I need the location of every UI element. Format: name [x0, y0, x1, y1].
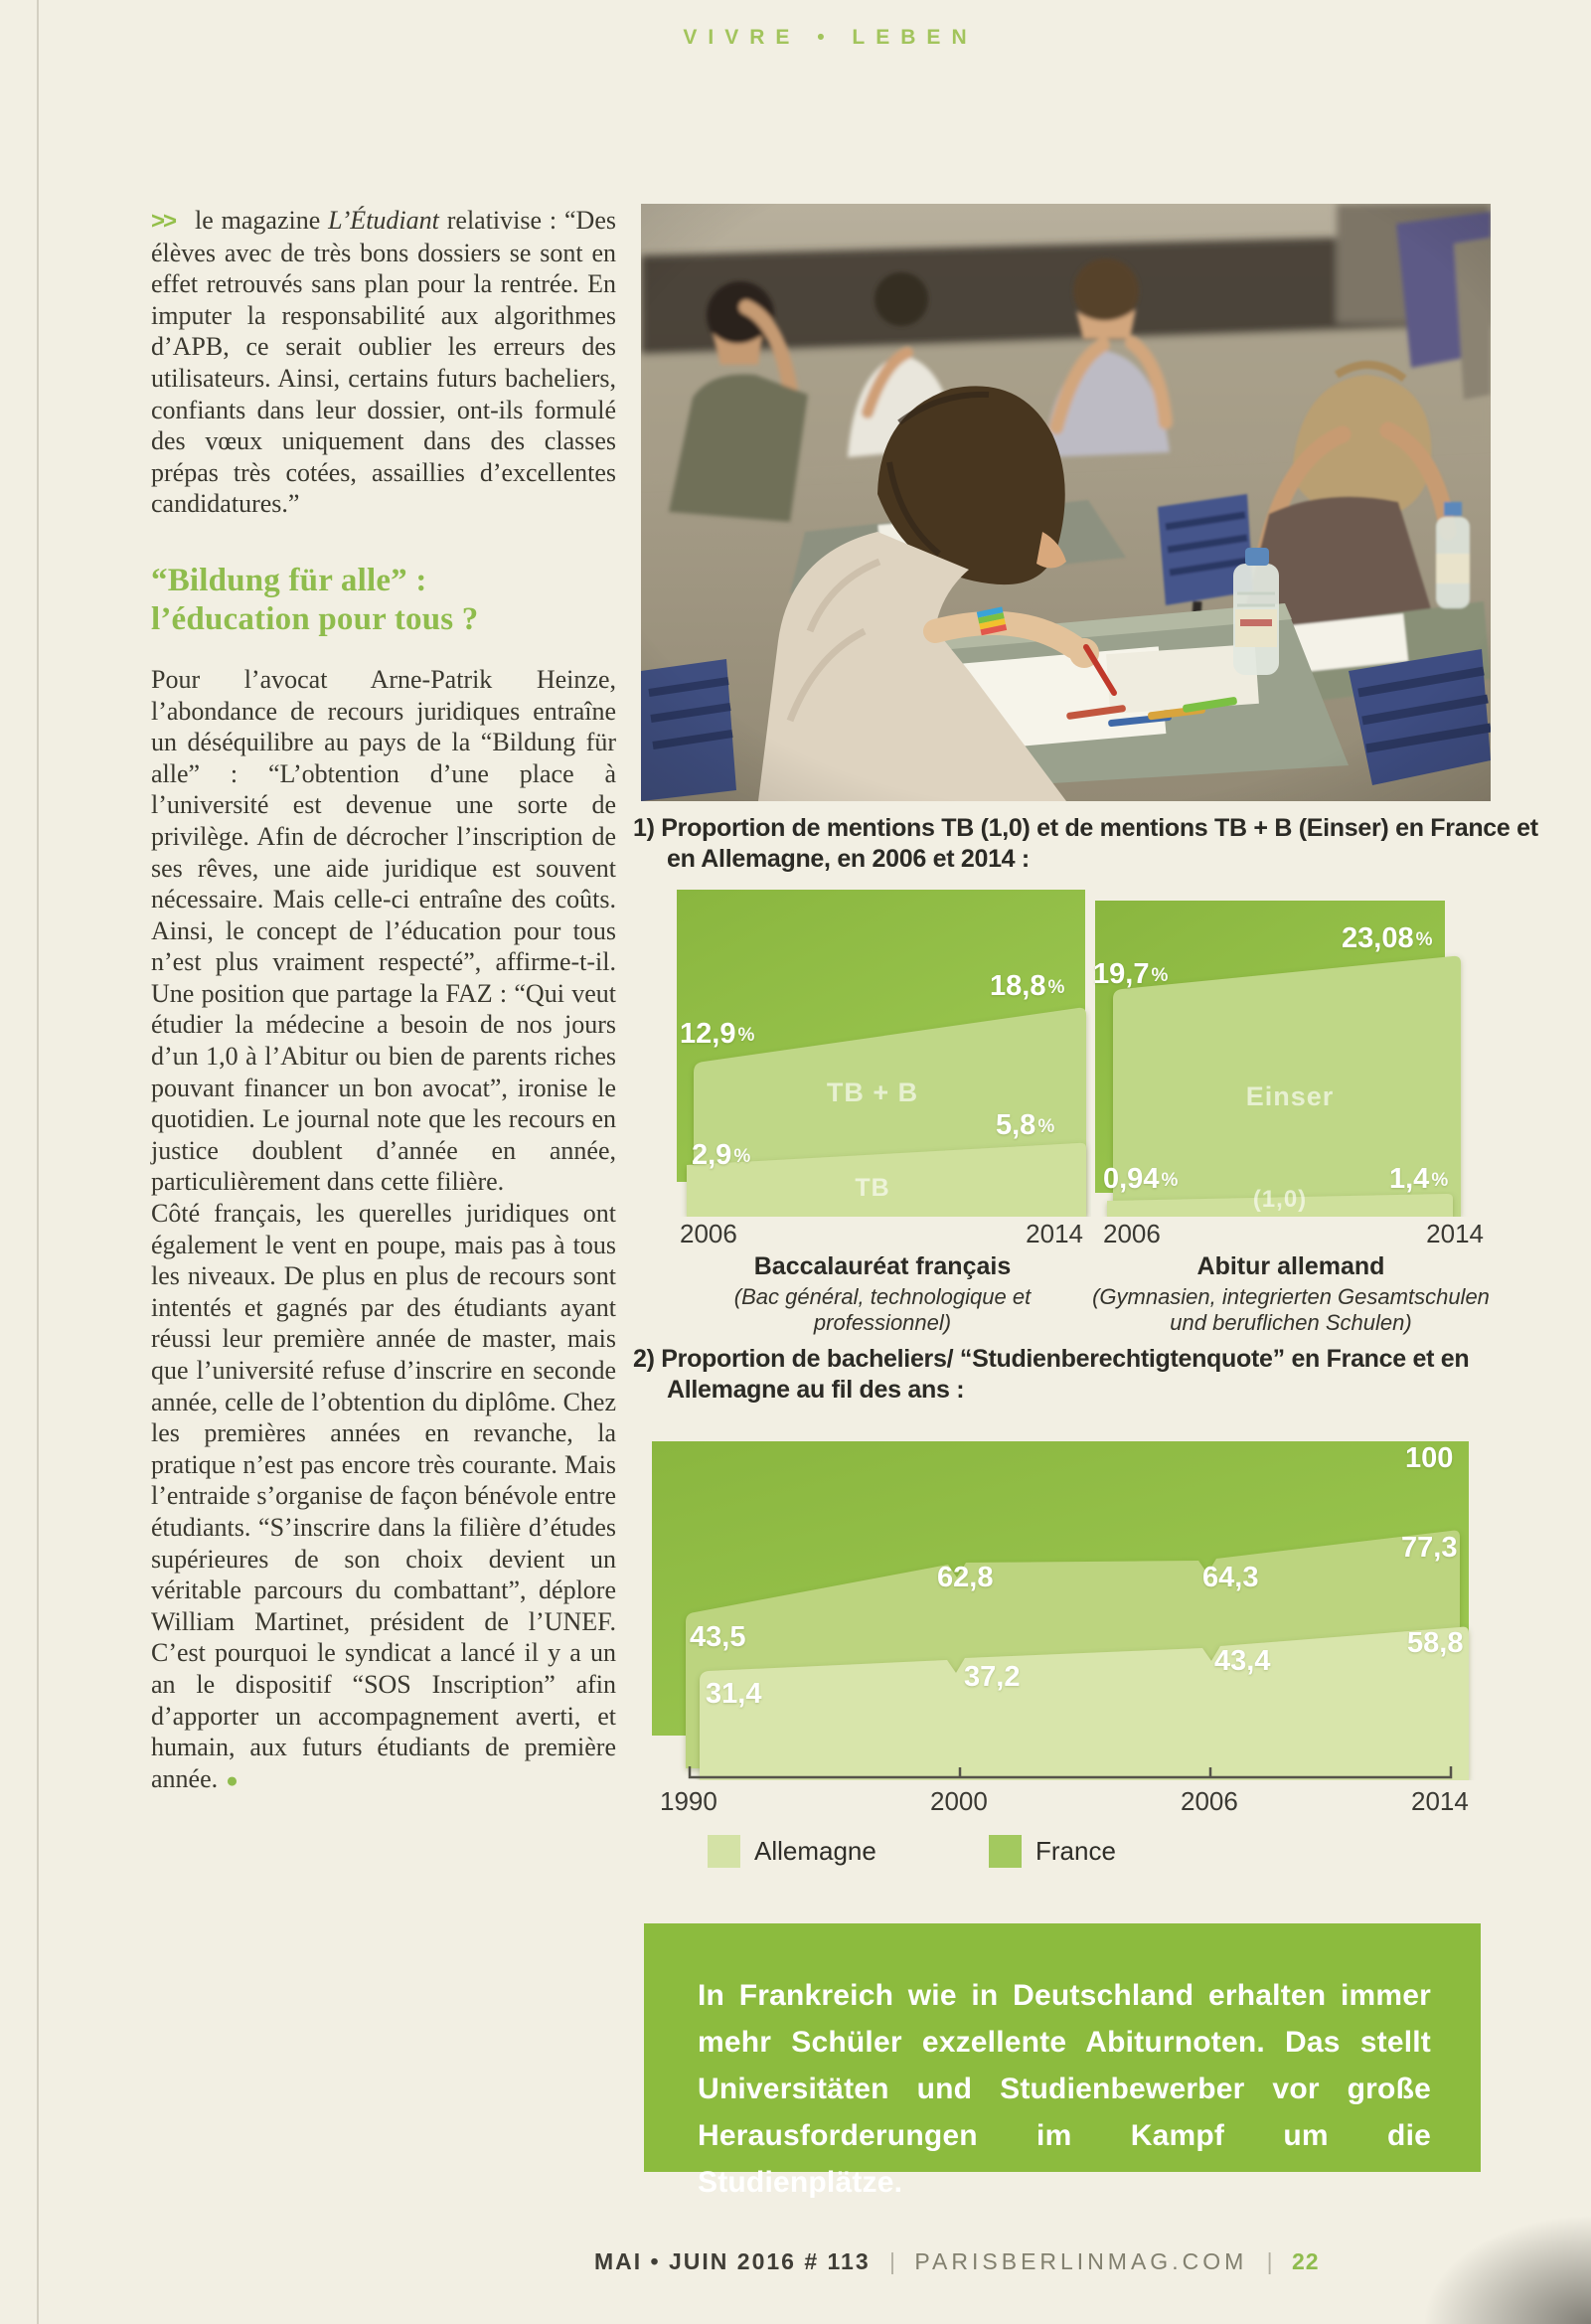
- chart2-title: 2) Proportion de bacheliers/ “Studienberechtigtenquote” en France et en Allemagne au fil des ans :: [633, 1345, 1470, 1404]
- value-tbb-2006: 12,9 %: [680, 1018, 755, 1050]
- caption-france-title: Baccalauréat français: [753, 1252, 1012, 1280]
- tick-de-2014: 2014: [1426, 1219, 1484, 1248]
- legend-swatch-france: [989, 1835, 1022, 1868]
- paragraph-text: Côté français, les querelles juridiques ont également le vent en poupe, mais pas à tous les niveaux. De plus en plus de recours sont intentés et gagnés par des étudiants ayant réussi leur première année de master, mais que l’université refuse d’inscrire en seconde année, celle de l’obtention du diplôme. Chez les premières années en revanche, la pratique n’est pas encore très courante. Mais l’entraide s’organise de façon bénévole entre étudiants. “S’inscrire dans la filière d’études supérieures de son choix devient un véritable parcours du combattant”, déplore William Martinet, président de l’UNEF. C’est pourquoi le syndicat a lancé il y a un an le dispositif “SOS Inscription” afin d’apporter un accompagnement averti, et humain, aux futurs étudiants de première année.: [151, 1199, 616, 1793]
- legend-label-allemagne: Allemagne: [754, 1836, 876, 1866]
- german-summary-text: In Frankreich wie in Deutschland erhalten immer mehr Schüler exzellente Abiturnoten. Das stellt Universitäten und Studienbewerber vor große Herausforderungen im Kampf um die Studienplätze.: [698, 1979, 1431, 2199]
- footer-separator: |: [889, 2248, 896, 2274]
- footer-page-number: 22: [1292, 2248, 1320, 2274]
- chart2-x-axis: [644, 1786, 1491, 1820]
- caption-germany: [1091, 1252, 1491, 1336]
- value-tb-2006: 2,9 %: [692, 1139, 751, 1171]
- article-paragraph-3: [151, 1198, 616, 1796]
- subheading-line-1: “Bildung für alle” :: [151, 562, 427, 598]
- value-einser-2006: 19,7 %: [1093, 958, 1169, 990]
- value-max: 100: [1405, 1442, 1454, 1474]
- caption-france-subtitle: (Bac général, technologique et professionnel): [733, 1284, 1032, 1335]
- value-einser-2014: 23,08 %: [1342, 922, 1433, 954]
- series-label-tb: TB: [855, 1174, 890, 1202]
- german-summary-box: [644, 1923, 1481, 2199]
- page-spine-line: [37, 0, 39, 2324]
- value-tbb-2014: 18,8 %: [990, 970, 1065, 1002]
- value-tb-2014: 5,8 %: [996, 1109, 1055, 1141]
- value-one-2014: 1,4 %: [1389, 1163, 1449, 1195]
- value-fr-2000: 62,8: [937, 1562, 994, 1593]
- value-fr-2006: 64,3: [1202, 1562, 1259, 1593]
- section-header: VIVRE • LEBEN: [683, 26, 978, 49]
- magazine-name: L’Étudiant: [328, 206, 439, 235]
- chart1-germany-group: [1091, 887, 1489, 1217]
- tick-de-2006: 2006: [1103, 1219, 1161, 1248]
- article-paragraph-1: [151, 205, 616, 520]
- caption-germany-title: Abitur allemand: [1196, 1252, 1385, 1280]
- paragraph-text: le magazine: [195, 206, 329, 235]
- article-column: [151, 205, 616, 1796]
- chart2-legend: [708, 1835, 1304, 1875]
- exam-room-photo: [641, 204, 1491, 801]
- chart1-area: [674, 887, 1491, 1217]
- chart2-shapes: [644, 1436, 1491, 1780]
- chart1-france-group: [674, 887, 1091, 1217]
- tick-fr-2014: 2014: [1026, 1219, 1083, 1248]
- legend-label-france: France: [1035, 1836, 1116, 1866]
- legend-swatch-allemagne: [708, 1835, 740, 1868]
- series-label-tbb: TB + B: [826, 1078, 919, 1107]
- footer-issue: MAI • JUIN 2016 # 113: [594, 2248, 871, 2274]
- paragraph-text: relativise : “Des élèves avec de très bons dossiers se sont en effet retrouvés sans plan pour la rentrée. En imputer la responsabilité aux algorithmes d’APB, ce serait oublier les erreurs des utilisateurs. Ainsi, certains futurs bacheliers, confiants dans leur dossier, ont-ils formulé des vœux uniquement dans des classes prépas très cotées, assaillies d’excellentes candidatures.”: [151, 206, 616, 519]
- footer-separator: |: [1266, 2248, 1273, 2274]
- legend-item-france: [989, 1835, 1116, 1868]
- article-subheading: [151, 562, 616, 639]
- value-fr-2014: 77,3: [1401, 1532, 1458, 1564]
- article-paragraph-2: Pour l’avocat Arne-Patrik Heinze, l’abondance de recours juridiques entraîne un déséquilibre au pays de la “Bildung für alle” : “L’obtention d’une place à l’université est devenue une sorte de privilège. Afin de décrocher l’inscription de ses rêves, une aide juridique est souvent nécessaire. Mais celle-ci entraîne des coûts. Ainsi, le concept de l’éducation pour tous n’est plus vraiment respecté”, affirme-t-il. Une position que partage la FAZ : “Qui veut étudier la médecine a besoin de nos jours d’un 1,0 à l’Abitur ou bien de parents riches pouvant financer un bon avocat”, ironise le quotidien. Le journal note que les recours en justice doublent d’année en année, particulièrement dans cette filière.: [151, 664, 616, 1197]
- value-de-2014: 58,8: [1407, 1627, 1464, 1659]
- series-label-one: (1,0): [1252, 1186, 1308, 1213]
- tick-fr-2006: 2006: [680, 1219, 737, 1248]
- article-end-bullet: ●: [226, 1767, 239, 1792]
- tick-2014: 2014: [1411, 1786, 1469, 1816]
- chart2-area: [644, 1436, 1491, 1780]
- value-de-2006: 43,4: [1214, 1645, 1271, 1677]
- tick-2000: 2000: [930, 1786, 988, 1816]
- footer-website: PARISBERLINMAG.COM: [914, 2248, 1248, 2274]
- tick-1990: 1990: [660, 1786, 717, 1816]
- tick-2006: 2006: [1181, 1786, 1238, 1816]
- exam-room-photo-illustration: [641, 204, 1491, 801]
- chart1-x-axis: [674, 1219, 1491, 1248]
- chart1-title: 1) Proportion de mentions TB (1,0) et de mentions TB + B (Einser) en France et en Allemagne, en 2006 et 2014 :: [633, 814, 1538, 873]
- value-fr-1990: 43,5: [690, 1621, 746, 1653]
- continuation-marker-icon: >>: [151, 208, 176, 235]
- legend-item-allemagne: [708, 1835, 876, 1868]
- subheading-line-2: l’éducation pour tous ?: [151, 600, 479, 637]
- caption-france: [674, 1252, 1091, 1336]
- caption-germany-subtitle: (Gymnasien, integrierten Gesamtschulen und beruflichen Schulen): [1092, 1284, 1490, 1335]
- value-de-1990: 31,4: [706, 1678, 762, 1710]
- value-one-2006: 0,94 %: [1103, 1163, 1179, 1195]
- page-footer: [594, 2248, 1320, 2275]
- series-label-einser: Einser: [1245, 1081, 1335, 1111]
- scan-corner-shadow: [1422, 2215, 1591, 2324]
- value-de-2000: 37,2: [964, 1661, 1021, 1693]
